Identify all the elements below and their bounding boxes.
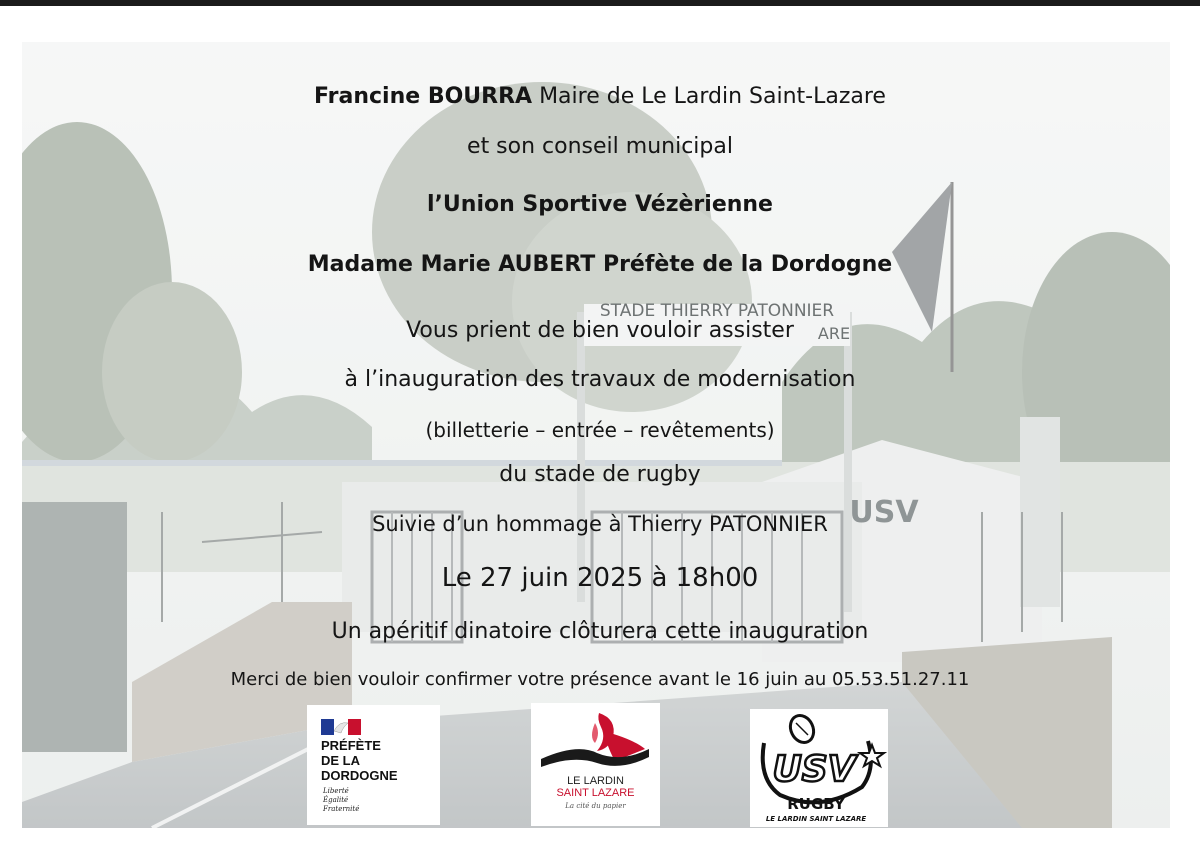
invite-line: Vous prient de bien vouloir assister bbox=[406, 318, 794, 343]
republic-motto: Liberté Égalité Fraternité bbox=[323, 787, 360, 813]
usv-crest-icon bbox=[750, 709, 888, 827]
municipal-council-line: et son conseil municipal bbox=[467, 134, 733, 159]
mayor-name: Francine BOURRA bbox=[314, 84, 533, 109]
mayor-title: Maire de Le Lardin Saint-Lazare bbox=[532, 84, 886, 109]
usv-place: LE LARDIN SAINT LAZARE bbox=[765, 815, 867, 823]
stadium-line: du stade de rugby bbox=[499, 462, 701, 487]
marianne-flag-icon bbox=[321, 719, 361, 735]
union-sportive-line: l’Union Sportive Vézèrienne bbox=[427, 192, 773, 217]
stadium-sign-text: STADE THIERRY PATONNIER bbox=[599, 301, 835, 321]
stadium-sign-text-2: ARE bbox=[817, 324, 851, 343]
lardin-tagline: La cité du papier bbox=[565, 802, 626, 810]
prefecture-logo bbox=[307, 705, 440, 825]
host-mayor-line bbox=[0, 84, 1200, 109]
tribute-line: Suivie d’un hommage à Thierry PATONNIER bbox=[372, 512, 828, 536]
event-date: Le 27 juin 2025 à 18h00 bbox=[441, 563, 759, 593]
rsvp-line: Merci de bien vouloir confirmer votre présence avant le 16 juin au 05.53.51.27.11 bbox=[230, 669, 970, 690]
prefecture-name: PRÉFÈTE DE LA DORDOGNE bbox=[321, 738, 398, 783]
works-detail-line: (billetterie – entrée – revêtements) bbox=[425, 418, 775, 442]
inauguration-line: à l’inauguration des travaux de modernisation bbox=[344, 367, 856, 392]
scan-top-edge bbox=[0, 0, 1200, 6]
prefect-line: Madame Marie AUBERT Préfète de la Dordogne bbox=[307, 252, 893, 277]
lardin-name-line1: LE LARDIN bbox=[567, 775, 624, 787]
lardin-logo bbox=[531, 703, 660, 826]
building-usv-logo: USV bbox=[849, 495, 919, 530]
lardin-emblem-icon bbox=[537, 709, 654, 779]
usv-rugby-logo bbox=[750, 709, 888, 827]
usv-sport: RUGBY bbox=[787, 795, 845, 813]
usv-letters: USV bbox=[772, 749, 856, 790]
lardin-name-line2: SAINT LAZARE bbox=[556, 787, 635, 799]
aperitif-line: Un apéritif dinatoire clôturera cette inauguration bbox=[331, 619, 869, 644]
